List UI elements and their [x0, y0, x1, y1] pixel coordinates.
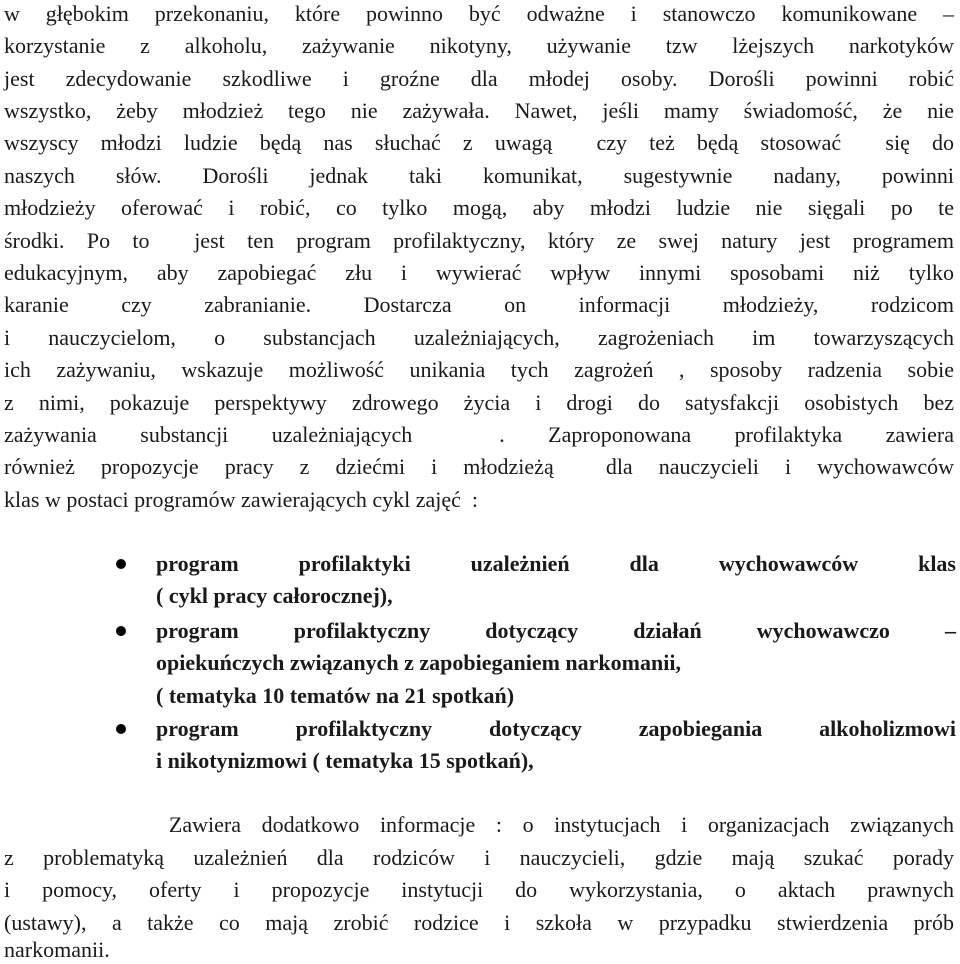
text-line: ich zażywaniu, wskazuje możliwość unikania tych zagrożeń , sposoby radzenia sobie [4, 357, 954, 382]
text-line: z problematyką uzależnień dla rodziców i nauczycieli, gdzie mają szukać porady [4, 845, 954, 870]
text-line: wszystko, żeby młodzież tego nie zażywała. Nawet, jeśli mamy świadomość, że nie [4, 98, 954, 123]
text-line: korzystanie z alkoholu, zażywanie nikotyny, używanie tzw lżejszych narkotyków [4, 33, 954, 58]
text-line: jest zdecydowanie szkodliwe i groźne dla młodej osoby. Dorośli powinni robić [4, 66, 954, 91]
text-line: karanie czy zabranianie. Dostarcza on informacji młodzieży, rodzicom [4, 292, 954, 317]
text-line: i nauczycielom, o substancjach uzależniających, zagrożeniach im towarzyszących [4, 325, 954, 350]
text-line: również propozycje pracy z dziećmi i młodzieżą dla nauczycieli i wychowawców [4, 454, 954, 479]
list-item-line: ( cykl pracy całorocznej), [156, 583, 393, 608]
text-line: i pomocy, oferty i propozycje instytucji do wykorzystania, o aktach prawnych [4, 877, 954, 902]
bullet-icon [116, 559, 126, 569]
text-line: narkomanii. [4, 937, 110, 962]
text-line: młodzieży oferować i robić, co tylko mogą, aby młodzi ludzie nie sięgali po te [4, 195, 954, 220]
list-item-line: program profilaktyczny dotyczący działań wychowawczo – [156, 618, 956, 643]
text-line: Zawiera dodatkowo informacje : o instytucjach i organizacjach związanych [4, 812, 954, 837]
text-line: środki. Po to jest ten program profilaktyczny, który ze swej natury jest programem [4, 228, 954, 253]
text-line: naszych słów. Dorośli jednak taki komunikat, sugestywnie nadany, powinni [4, 163, 954, 188]
text-line: wszyscy młodzi ludzie będą nas słuchać z uwagą czy też będą stosować się do [4, 130, 954, 155]
text-line: (ustawy), a także co mają zrobić rodzice i szkoła w przypadku stwierdzenia prób [4, 910, 954, 935]
bullet-icon [116, 626, 126, 636]
text-line: klas w postaci programów zawierających cykl zajęć : [4, 487, 479, 512]
text-line: edukacyjnym, aby zapobiegać złu i wywierać wpływ innymi sposobami niż tylko [4, 260, 954, 285]
list-item-line: program profilaktyczny dotyczący zapobiegania alkoholizmowi [156, 716, 956, 741]
text-line: z nimi, pokazuje perspektywy zdrowego życia i drogi do satysfakcji osobistych bez [4, 390, 954, 415]
list-item-line: i nikotynizmowi ( tematyka 15 spotkań), [156, 748, 534, 773]
list-item-line: ( tematyka 10 tematów na 21 spotkań) [156, 683, 515, 708]
text-line: zażywania substancji uzależniających . Zaproponowana profilaktyka zawiera [4, 422, 954, 447]
bullet-icon [116, 724, 126, 734]
text-line: w głębokim przekonaniu, które powinno być odważne i stanowczo komunikowane – [4, 1, 954, 26]
list-item-line: program profilaktyki uzależnień dla wychowawców klas [156, 551, 956, 576]
list-item-line: opiekuńczych związanych z zapobieganiem narkomanii, [156, 650, 681, 675]
